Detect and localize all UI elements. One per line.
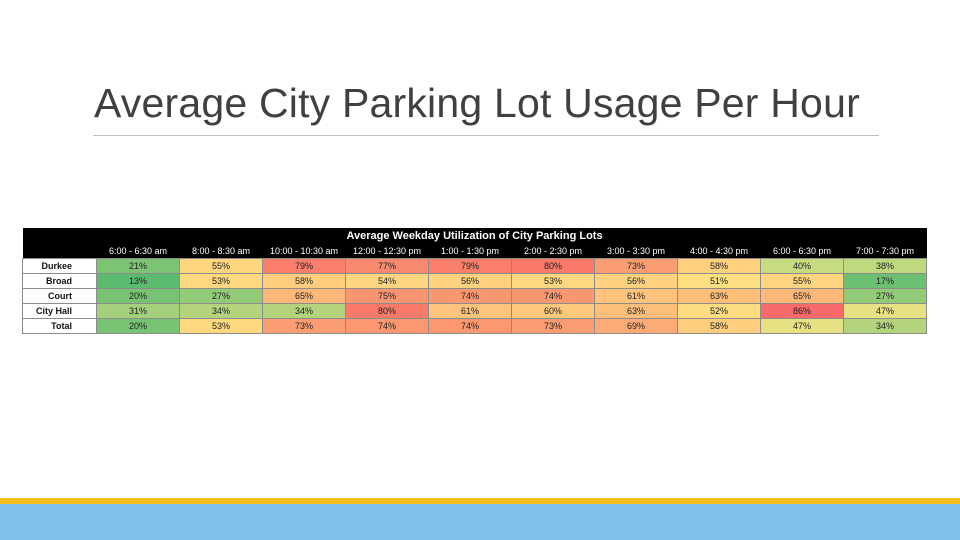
utilization-cell: 56% [429,274,512,289]
table-row [23,289,927,304]
utilization-cell: 65% [263,289,346,304]
utilization-cell: 47% [844,304,927,319]
utilization-cell: 63% [595,304,678,319]
table-row [23,274,927,289]
utilization-cell: 53% [180,274,263,289]
column-header: 7:00 - 7:30 pm [844,245,927,259]
utilization-cell: 73% [595,259,678,274]
column-header: 12:00 - 12:30 pm [346,245,429,259]
column-header: 3:00 - 3:30 pm [595,245,678,259]
utilization-cell: 58% [263,274,346,289]
utilization-cell: 77% [346,259,429,274]
table-row [23,259,927,274]
utilization-cell: 55% [180,259,263,274]
footer-bar [0,504,960,540]
utilization-cell: 54% [346,274,429,289]
utilization-cell: 58% [678,319,761,334]
utilization-cell: 73% [512,319,595,334]
column-header: 6:00 - 6:30 am [97,245,180,259]
utilization-cell: 60% [512,304,595,319]
utilization-cell: 34% [844,319,927,334]
utilization-cell: 61% [595,289,678,304]
table-header-row [23,245,927,259]
utilization-cell: 52% [678,304,761,319]
utilization-cell: 47% [761,319,844,334]
utilization-table [22,228,927,334]
column-header: 6:00 - 6:30 pm [761,245,844,259]
utilization-cell: 65% [761,289,844,304]
row-label: Court [23,289,97,304]
row-label: Total [23,319,97,334]
table-row [23,304,927,319]
utilization-cell: 53% [512,274,595,289]
utilization-cell: 20% [97,319,180,334]
utilization-cell: 21% [97,259,180,274]
utilization-cell: 74% [429,289,512,304]
utilization-cell: 63% [678,289,761,304]
row-label: Durkee [23,259,97,274]
utilization-cell: 69% [595,319,678,334]
utilization-cell: 73% [263,319,346,334]
table-caption: Average Weekday Utilization of City Parking Lots [23,228,927,245]
utilization-table-container [22,228,926,334]
utilization-cell: 80% [346,304,429,319]
utilization-cell: 20% [97,289,180,304]
table-caption-row [23,228,927,245]
utilization-cell: 27% [180,289,263,304]
column-header-blank [23,245,97,259]
utilization-cell: 80% [512,259,595,274]
utilization-cell: 79% [263,259,346,274]
utilization-cell: 61% [429,304,512,319]
utilization-cell: 34% [180,304,263,319]
column-header: 4:00 - 4:30 pm [678,245,761,259]
utilization-cell: 17% [844,274,927,289]
column-header: 2:00 - 2:30 pm [512,245,595,259]
utilization-cell: 74% [346,319,429,334]
utilization-cell: 34% [263,304,346,319]
utilization-cell: 40% [761,259,844,274]
utilization-cell: 86% [761,304,844,319]
utilization-cell: 74% [512,289,595,304]
title-underline [93,135,879,136]
column-header: 8:00 - 8:30 am [180,245,263,259]
table-row [23,319,927,334]
utilization-cell: 27% [844,289,927,304]
utilization-cell: 58% [678,259,761,274]
column-header: 1:00 - 1:30 pm [429,245,512,259]
utilization-cell: 38% [844,259,927,274]
utilization-cell: 55% [761,274,844,289]
slide-title: Average City Parking Lot Usage Per Hour [94,80,860,126]
utilization-cell: 56% [595,274,678,289]
utilization-cell: 53% [180,319,263,334]
utilization-cell: 31% [97,304,180,319]
utilization-cell: 13% [97,274,180,289]
utilization-cell: 75% [346,289,429,304]
utilization-cell: 51% [678,274,761,289]
column-header: 10:00 - 10:30 am [263,245,346,259]
utilization-cell: 74% [429,319,512,334]
utilization-cell: 79% [429,259,512,274]
row-label: Broad [23,274,97,289]
row-label: City Hall [23,304,97,319]
